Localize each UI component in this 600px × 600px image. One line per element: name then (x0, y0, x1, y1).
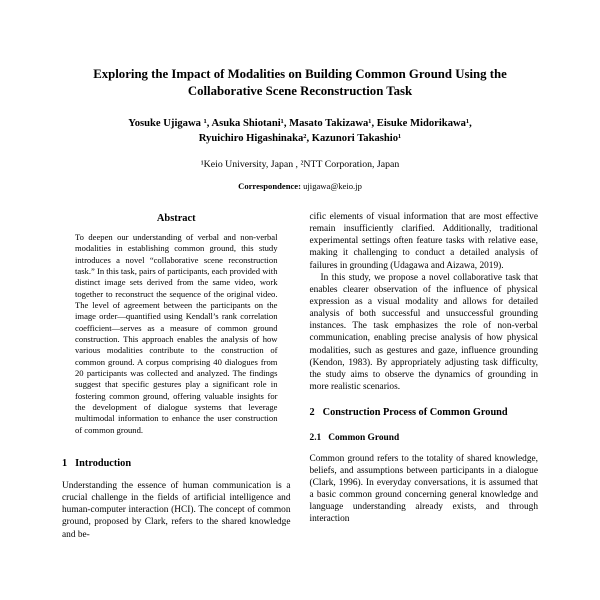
abstract-heading: Abstract (156, 212, 196, 224)
author-list (62, 116, 538, 147)
correspondence-email: ujigawa@keio.jp (303, 180, 362, 191)
section-2-1-number: 2.1 (309, 432, 322, 443)
author-line-2: Ryuichiro Higashinaka², Kazunori Takashio¹ (198, 132, 402, 144)
column2-paragraph-2: In this study, we propose a novel collaborative task that enables clearer observation of the influence of physical expression as a visual modality and allows for detailed analysis of both successful and unsuccessful grounding instances. The task emphasizes the role of non-verbal communication, enabling precise analysis of how physical modalities, such as gestures and gaze, influence grounding (Kendon, 1983). By appropriately adjusting task difficulty, the study aims to observe the dynamics of grounding in more realistic scenarios. (309, 272, 538, 392)
section-1-title: Introduction (75, 458, 132, 470)
correspondence-line (62, 181, 538, 191)
correspondence-label: Correspondence: (238, 180, 301, 191)
abstract-text: To deepen our understanding of verbal and non-verbal modalities in establishing common ground, this study introduces a novel “collaborative scene reconstruction task.” In this task, pairs of participants, each provided with distinct image sets derived from the same video, work together to reconstruct the sequence of the original video. The level of agreement between the participants on the image order—quantified using Kendall’s rank correlation coefficient—serves as a measure of common ground construction. This approach enables the analysis of how various modalities contribute to the construction of common ground. A corpus comprising 40 dialogues from 20 participants was collected and analyzed. The findings suggest that specific gestures play a significant role in fostering common ground, offering valuable insights for the development of dialogue systems that leverage multimodal information to enhance the user construction of common ground. (75, 231, 278, 435)
section-2-1-heading (310, 433, 539, 445)
section-2-number: 2 (309, 407, 315, 419)
section-2-1-paragraph: Common ground refers to the totality of shared knowledge, beliefs, and assumptions between participants in a dialogue (Clark, 1996). In everyday conversations, it is assumed that a basic common ground concerning general knowledge and language understanding already exists, and through interaction (309, 453, 538, 525)
section-2-1-title: Common Ground (328, 432, 400, 443)
affiliation-line: ¹Keio University, Japan , ²NTT Corporation, Japan (200, 159, 400, 171)
section-2-title: Construction Process of Common Ground (322, 407, 508, 419)
section-1-number: 1 (62, 458, 68, 470)
author-line-1: Yosuke Ujigawa ¹, Asuka Shiotani¹, Masato Takizawa¹, Eisuke Midorikawa¹, (128, 117, 472, 129)
column2-paragraph-1: cific elements of visual information that are most effective remain insufficiently clarified. Additionally, traditional experimental settings often feature tasks with relative ease, making it challenging to conduct a detailed analysis of failures in grounding (Udagawa and Aizawa, 2019). (309, 211, 538, 271)
column-left (62, 211, 291, 541)
paper-title: Exploring the Impact of Modalities on Building Common Ground Using the Collaborative Scene Reconstruction Task (93, 67, 507, 99)
intro-paragraph: Understanding the essence of human communication is a crucial challenge in the fields of artificial intelligence and human-computer interaction (HCI). The concept of common ground, proposed by Clark, refers to the shared knowledge and be- (62, 481, 291, 540)
column-right (310, 211, 539, 526)
section-2-heading (310, 407, 539, 420)
section-1-heading (62, 458, 291, 471)
two-column-body (62, 211, 538, 541)
